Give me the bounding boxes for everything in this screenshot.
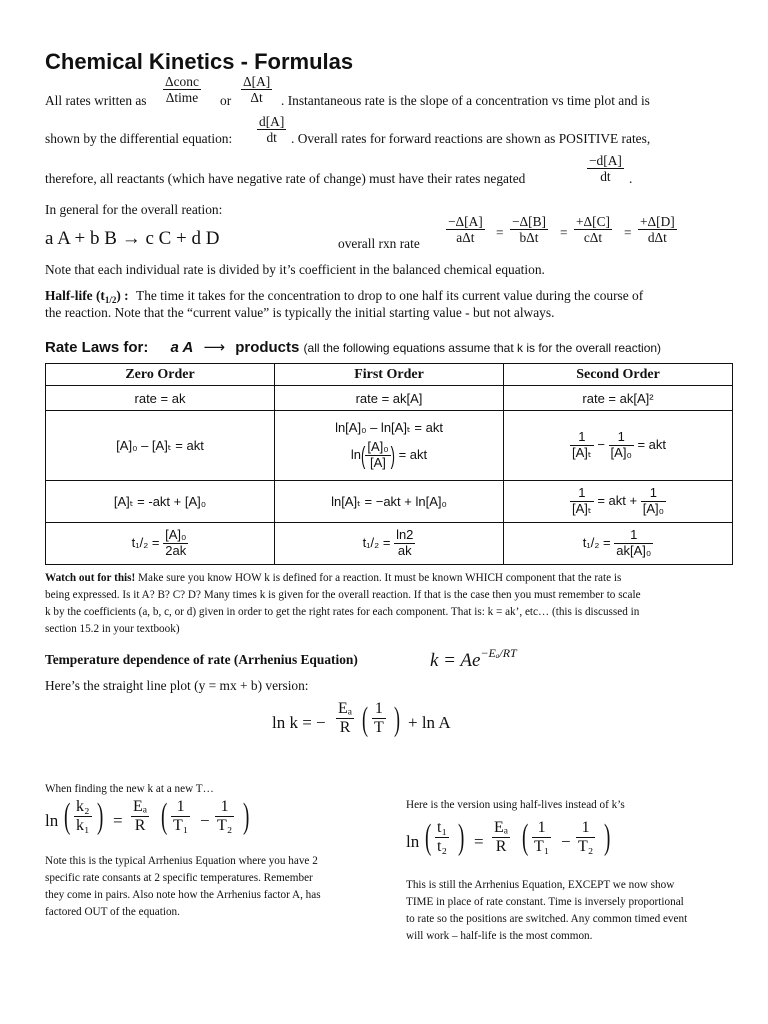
integrated-first: ln[A]₀ – ln[A]ₜ = akt ln( $\frac{\text{[A]₀}}{[A]}$ ) = akt — [275, 411, 504, 481]
header-second-order: Second Order — [504, 364, 733, 386]
page-title: Chemical Kinetics - Formulas — [45, 49, 354, 74]
integrated-second: $\frac{1}{\text{[A]ₜ}}$ − $\frac{1}{\text{[A]₀}}$ = akt — [504, 411, 733, 481]
header-zero-order: Zero Order — [46, 364, 275, 386]
halflife-zero: t₁/₂ = $\frac{\text{[A]₀}}{2ak}$ — [46, 523, 275, 565]
fraction-derivative: $\frac{d[A]}{dt}$ — [259, 114, 285, 146]
two-point-equation: ln ( $\frac{\text{k₂}}{\text{k₁}}$ ) = $\frac{\text{Eₐ}}{R}$ ( $\frac{1}{\text{T₁}}$ − $\frac{1}{\text{T₂}}$ ) — [45, 797, 250, 837]
table-row — [46, 523, 733, 565]
rate-zero: rate = ak — [46, 386, 275, 411]
arrhenius-equation: $k = Ae^{-E_a/RT}$ — [430, 646, 517, 671]
overall-rate-label: overall rxn rate — [338, 236, 420, 251]
overall-equation: a A + b B → c C + d D — [45, 228, 220, 249]
overall-rate-expression: −Δ[A] aΔt = −Δ[B] bΔt = +Δ[C] cΔt = +Δ[D] dΔt — [448, 214, 675, 246]
linear-second: $\frac{1}{\text{[A]ₜ}}$ = akt + $\frac{1}{\text{[A]₀}}$ — [504, 481, 733, 523]
halflife-definition-2: the reaction. Note that the “current value” is typically the initial starting value - but not always. — [45, 305, 555, 320]
rate-first: rate = ak[A] — [275, 386, 504, 411]
table-header-row — [46, 364, 733, 386]
linear-first: ln[A]ₜ = −akt + ln[A]₀ — [275, 481, 504, 523]
intro-line-2: shown by the differential equation: $\frac{d[A]}{dt}$ . Overall rates for forward reactions are shown as POSITIVE rates, — [45, 114, 651, 146]
linear-arrhenius-equation: ln k = − $\frac{\text{Eₐ}}{R}$ ( $\frac{1}{T}$ ) + ln A — [272, 699, 451, 738]
halflife-first: t₁/₂ = $\frac{\ln 2}{ak}$ — [275, 523, 504, 565]
rate-law-table — [45, 363, 733, 565]
half-life-version-intro: Here is the version using half-lives instead of k’s — [406, 799, 625, 811]
two-point-note: Note this is the typical Arrhenius Equation where you have 2 specific rate consants at 2 specific temperatures. Remember they come in pairs. Also note how the Arrhenius factor A, has factored OUT of the equation. — [45, 855, 321, 918]
intro-line-1: All rates written as Δconc Δtime or $\frac{\Delta[A]}{\Delta t}$ . Instantaneous rate is the slope of a concentration vs time plot and is — [45, 74, 650, 108]
overall-heading: In general for the overall reation: — [45, 202, 223, 217]
linear-zero: [A]ₜ = -akt + [A]₀ — [46, 481, 275, 523]
fraction-negated-derivative: $\frac{-d[A]}{dt}$ — [589, 153, 622, 185]
fraction-dA-dt: $\frac{\Delta[A]}{\Delta t}$ — [243, 74, 271, 106]
overall-note: Note that each individual rate is divided by it’s coefficient in the balanced chemical equation. — [45, 262, 545, 277]
intro-line-3: therefore, all reactants (which have negative rate of change) must have their rates negated $\frac{-d[A]}{dt}$ . — [45, 153, 633, 186]
arrhenius-heading: Temperature dependence of rate (Arrhenius Equation) — [45, 652, 358, 667]
two-point-intro: When finding the new k at a new T… — [45, 783, 214, 795]
straight-line-intro: Here’s the straight line plot (y = mx + b) version: — [45, 678, 309, 693]
table-row — [46, 481, 733, 523]
half-life-version-note: This is still the Arrhenius Equation, EXCEPT we now show TIME in place of rate constant. Time is inversely proportional to rate so the positions are switched. Any common timed event will work – half-life is the most common. — [406, 879, 688, 942]
rate-second: rate = ak[A]² — [504, 386, 733, 411]
half-life-version-equation: ln ( $\frac{\text{t₁}}{\text{t₂}}$ ) = $\frac{\text{Eₐ}}{R}$ ( $\frac{1}{\text{T₁}}$ − $\frac{1}{\text{T₂}}$ ) — [406, 818, 611, 858]
fraction-conc-time: Δconc Δtime — [165, 74, 199, 106]
table-row — [46, 386, 733, 411]
watch-out-note: Watch out for this! Make sure you know HOW k is defined for a reaction. It must be known WHICH component that the rate is being expressed. Is it A? B? C? D? Many times k is given for the overall reaction. If that is the case then you must remember to scale k by the coefficients (a, b, c, or d) given in order to get the right rates for each component. That is: k = ak’, etc… (this is discussed in section 15.2 in your textbook) — [45, 572, 641, 635]
rate-laws-heading: Rate Laws for: a A ⟶ products (all the following equations assume that k is for the overall reaction) — [45, 339, 662, 356]
halflife-definition: Half-life $(t_{1/2})$ : The time it takes for the concentration to drop to one half its current value during the course of — [45, 288, 644, 305]
integrated-zero: [A]₀ – [A]ₜ = akt — [46, 411, 275, 481]
halflife-second: t₁/₂ = $\frac{1}{\text{ak[A]₀}}$ — [504, 523, 733, 565]
table-row — [46, 411, 733, 481]
header-first-order: First Order — [275, 364, 504, 386]
